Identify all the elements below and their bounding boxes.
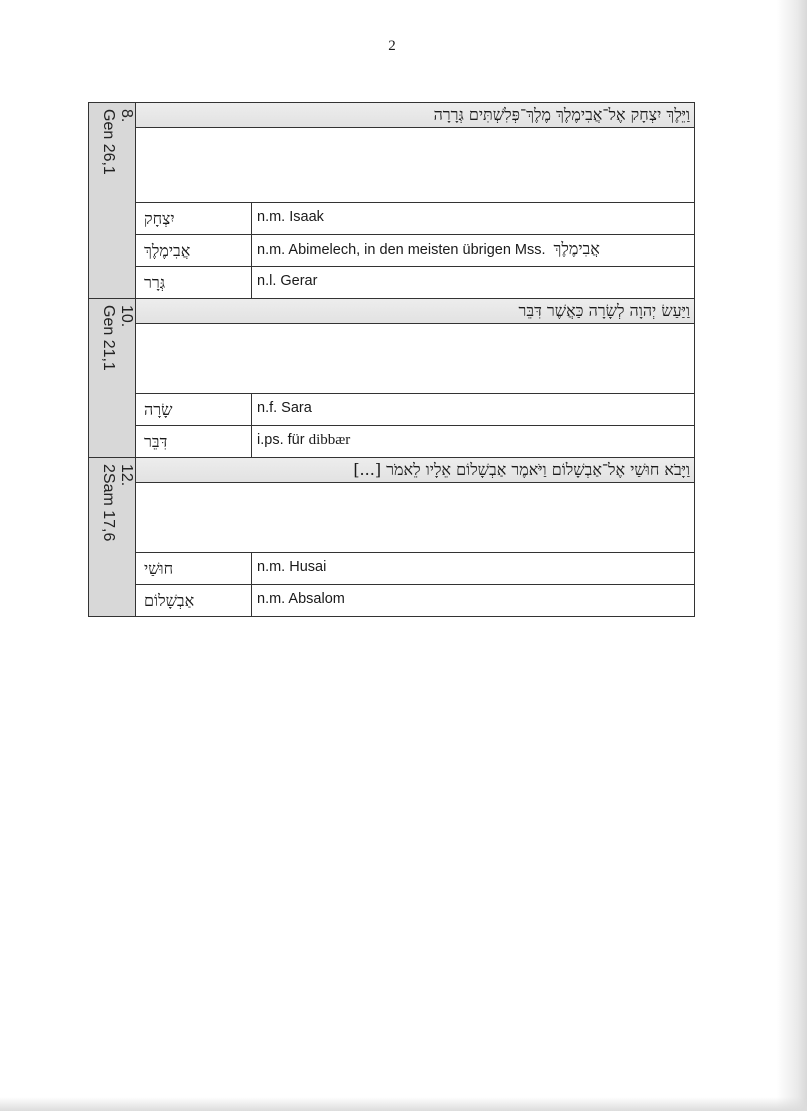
verse-reference: Gen 26,1 [100, 109, 117, 175]
reference-label [99, 305, 135, 371]
entry-content [136, 103, 694, 298]
vocab-gloss-text: i.ps. für [257, 432, 309, 448]
vocab-row [136, 267, 694, 298]
vocab-gloss [252, 235, 694, 266]
reference-cell [89, 299, 136, 457]
vocab-gloss-hebrew: אֲבִימֶלֶךְ [553, 239, 600, 258]
vocab-gloss: n.m. Isaak [257, 209, 324, 225]
exercise-entry [88, 299, 695, 458]
exercise-table [88, 102, 695, 617]
exercise-number: 12. [118, 464, 135, 487]
exercise-entry [88, 458, 695, 617]
entry-content [136, 458, 694, 616]
vocab-gloss: n.m. Husai [257, 559, 327, 575]
vocab-gloss: n.f. Sara [257, 400, 312, 416]
exercise-entry [88, 103, 695, 299]
vocab-hebrew: דִּבֵּר [136, 426, 252, 457]
vocab-gloss [252, 426, 694, 457]
vocab-row [136, 203, 694, 235]
scan-edge-shadow [777, 0, 807, 1111]
reference-label [99, 464, 135, 541]
vocab-hebrew: אֲבִימֶלֶךְ [136, 235, 252, 266]
vocab-row [136, 394, 694, 426]
vocab-hebrew: שָׂרָה [136, 394, 252, 425]
vocab-gloss: n.l. Gerar [257, 273, 318, 289]
vocab-hebrew: גְּרָר [136, 267, 252, 298]
vocab-hebrew: חוּשַׁי [136, 553, 252, 584]
exercise-number: 8. [118, 109, 135, 123]
scan-edge-shadow-bottom [0, 1097, 807, 1111]
vocab-hebrew: אַבְשָׁלוֹם [136, 585, 252, 616]
reference-cell [89, 458, 136, 616]
vocab-gloss-text: n.m. Abimelech, in den meisten übrigen Mss. [257, 242, 546, 258]
vocab-hebrew: יִצְחָק [136, 203, 252, 234]
hebrew-verse: וַיָּבֹא חוּשַׁי אֶל־אַבְשָׁלוֹם וַיֹּאמֶר אַבְשָׁלוֹם אֵלָיו לֵאמֹר [...] [136, 458, 694, 483]
translation-space[interactable] [136, 324, 694, 394]
vocab-row [136, 426, 694, 457]
verse-reference: Gen 21,1 [100, 305, 117, 371]
verse-reference: 2Sam 17,6 [100, 464, 117, 542]
hebrew-verse: וַיֵּלֶךְ יִצְחָק אֶל־אֲבִימֶלֶךְ מֶלֶךְ־פְּלִשְׁתִּים גְּרָרָה [136, 103, 694, 128]
reference-cell [89, 103, 136, 298]
vocab-row [136, 553, 694, 585]
translation-space[interactable] [136, 128, 694, 203]
vocab-row [136, 235, 694, 267]
vocab-gloss-transliteration: dibbær [308, 432, 351, 448]
translation-space[interactable] [136, 483, 694, 553]
reference-label [99, 109, 135, 175]
hebrew-verse: וַיַּעַשׂ יְהוָה לְשָׂרָה כַּאֲשֶׁר דִּבֵּר [136, 299, 694, 324]
vocab-gloss: n.m. Absalom [257, 591, 345, 607]
entry-content [136, 299, 694, 457]
page-number: 2 [388, 38, 396, 54]
vocab-row [136, 585, 694, 616]
exercise-number: 10. [118, 305, 135, 328]
